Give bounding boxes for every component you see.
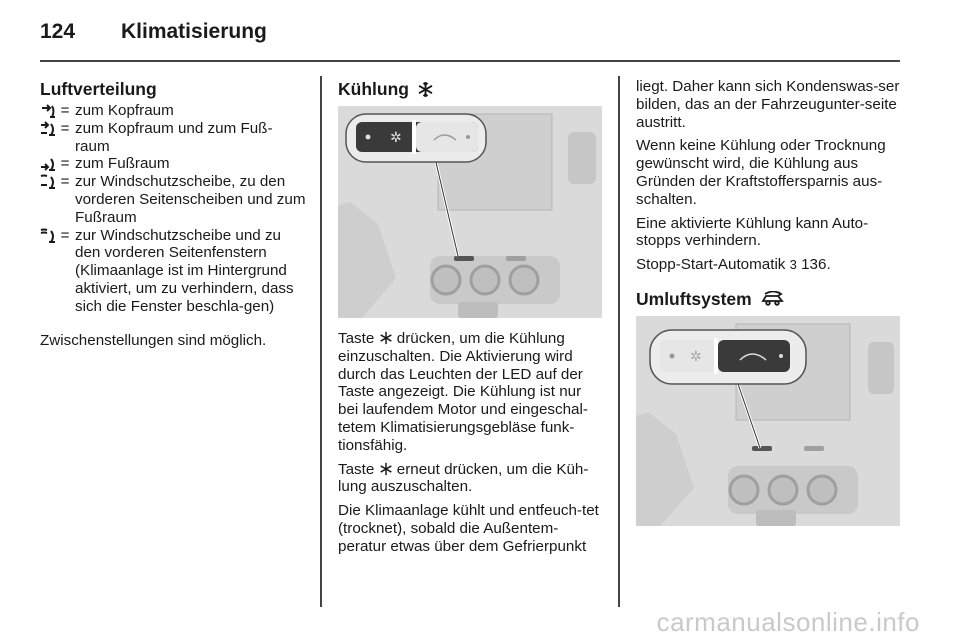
text-fragment: Taste (338, 330, 375, 347)
section-heading-label: Umluftsystem (636, 288, 752, 309)
page-reference-number: 136. (801, 256, 831, 274)
climate-panel-photo-cooling (338, 106, 602, 318)
snowflake-icon (417, 81, 434, 98)
climate-panel-photo-recirculation (636, 316, 900, 526)
paragraph (338, 330, 604, 455)
list-item (40, 227, 306, 316)
air-to-head-and-feet-icon (40, 121, 58, 137)
section-heading-umluftsystem (636, 288, 902, 310)
air-to-head-icon (40, 103, 58, 119)
equals-sign: = (60, 119, 70, 137)
section-heading-kuehlung (338, 78, 604, 100)
page-number: 124 (40, 20, 76, 43)
svg-text:✲: ✲ (390, 130, 402, 146)
snowflake-icon (379, 331, 393, 345)
page-title: Klimatisierung (121, 20, 267, 43)
text-fragment: Taste (338, 460, 375, 478)
column-divider-2 (618, 76, 620, 607)
column-2 (338, 78, 604, 562)
equals-sign: = (60, 102, 70, 119)
equals-sign: = (60, 155, 70, 173)
column-1 (40, 78, 306, 349)
paragraph: Zwischenstellungen sind möglich. (40, 331, 267, 349)
list-item (40, 120, 306, 156)
equals-sign: = (60, 226, 70, 244)
list-item (40, 102, 306, 120)
paragraph (338, 461, 604, 497)
entry-text: zum Fußraum (75, 155, 170, 173)
text-fragment: drücken, um die Kühlung einzuschalten. Die Aktivierung wird durch das Leuchten der LED auf der Taste angezeigt. Die Kühlung ist nur bei laufendem Motor und eingeschal-tetem Klimatisierungsgebläse funk-tionsfähig. (338, 330, 588, 454)
recirculation-car-icon (760, 291, 786, 307)
air-to-windscreen-side-windows-feet-icon (40, 174, 58, 190)
list-item (40, 173, 306, 226)
air-to-feet-icon (40, 156, 58, 172)
snowflake-icon (379, 462, 393, 476)
paragraph: Wenn keine Kühlung oder Trocknung gewünscht wird, die Kühlung aus Gründen der Kraftstoffersparnis aus-schalten. (636, 137, 886, 208)
section-heading-label: Kühlung (338, 79, 409, 99)
equals-sign: = (60, 173, 70, 191)
cross-reference-text: Stopp-Start-Automatik (636, 256, 786, 274)
list-item (40, 155, 306, 173)
header-rule (40, 60, 900, 62)
entry-text: zum Kopfraum (75, 102, 174, 119)
entry-text: zum Kopfraum und zum Fuß-raum (75, 119, 273, 155)
entry-text: zur Windschutzscheibe, zu den vorderen Seitenscheiben und zum Fußraum (75, 173, 306, 226)
paragraph: liegt. Daher kann sich Kondenswas-ser bilden, das an der Fahrzeugunter-seite austritt. (636, 78, 900, 131)
column-3 (636, 78, 902, 538)
column-divider-1 (320, 76, 322, 607)
air-to-windscreen-side-windows-icon (40, 228, 58, 244)
entry-text: zur Windschutzscheibe und zu den vorderen Seitenfenstern (Klimaanlage ist im Hintergrund aktiviert, um zu verhindern, dass sich die Fenster beschla-gen) (75, 226, 294, 315)
paragraph (636, 256, 902, 274)
watermark: carmanualsonline.info (656, 607, 920, 637)
page-reference-arrow-icon: 3 (789, 257, 797, 273)
svg-text:✲: ✲ (690, 348, 702, 365)
paragraph: Die Klimaanlage kühlt und entfeuch-tet (trocknet), sobald die Außentem-peratur etwas über dem Gefrierpunkt (338, 502, 599, 555)
text-fragment: erneut drücken, um die Küh-lung auszuschalten. (338, 460, 589, 496)
section-heading-luftverteilung: Luftverteilung (40, 79, 157, 99)
paragraph: Eine aktivierte Kühlung kann Auto-stopps verhindern. (636, 214, 869, 250)
